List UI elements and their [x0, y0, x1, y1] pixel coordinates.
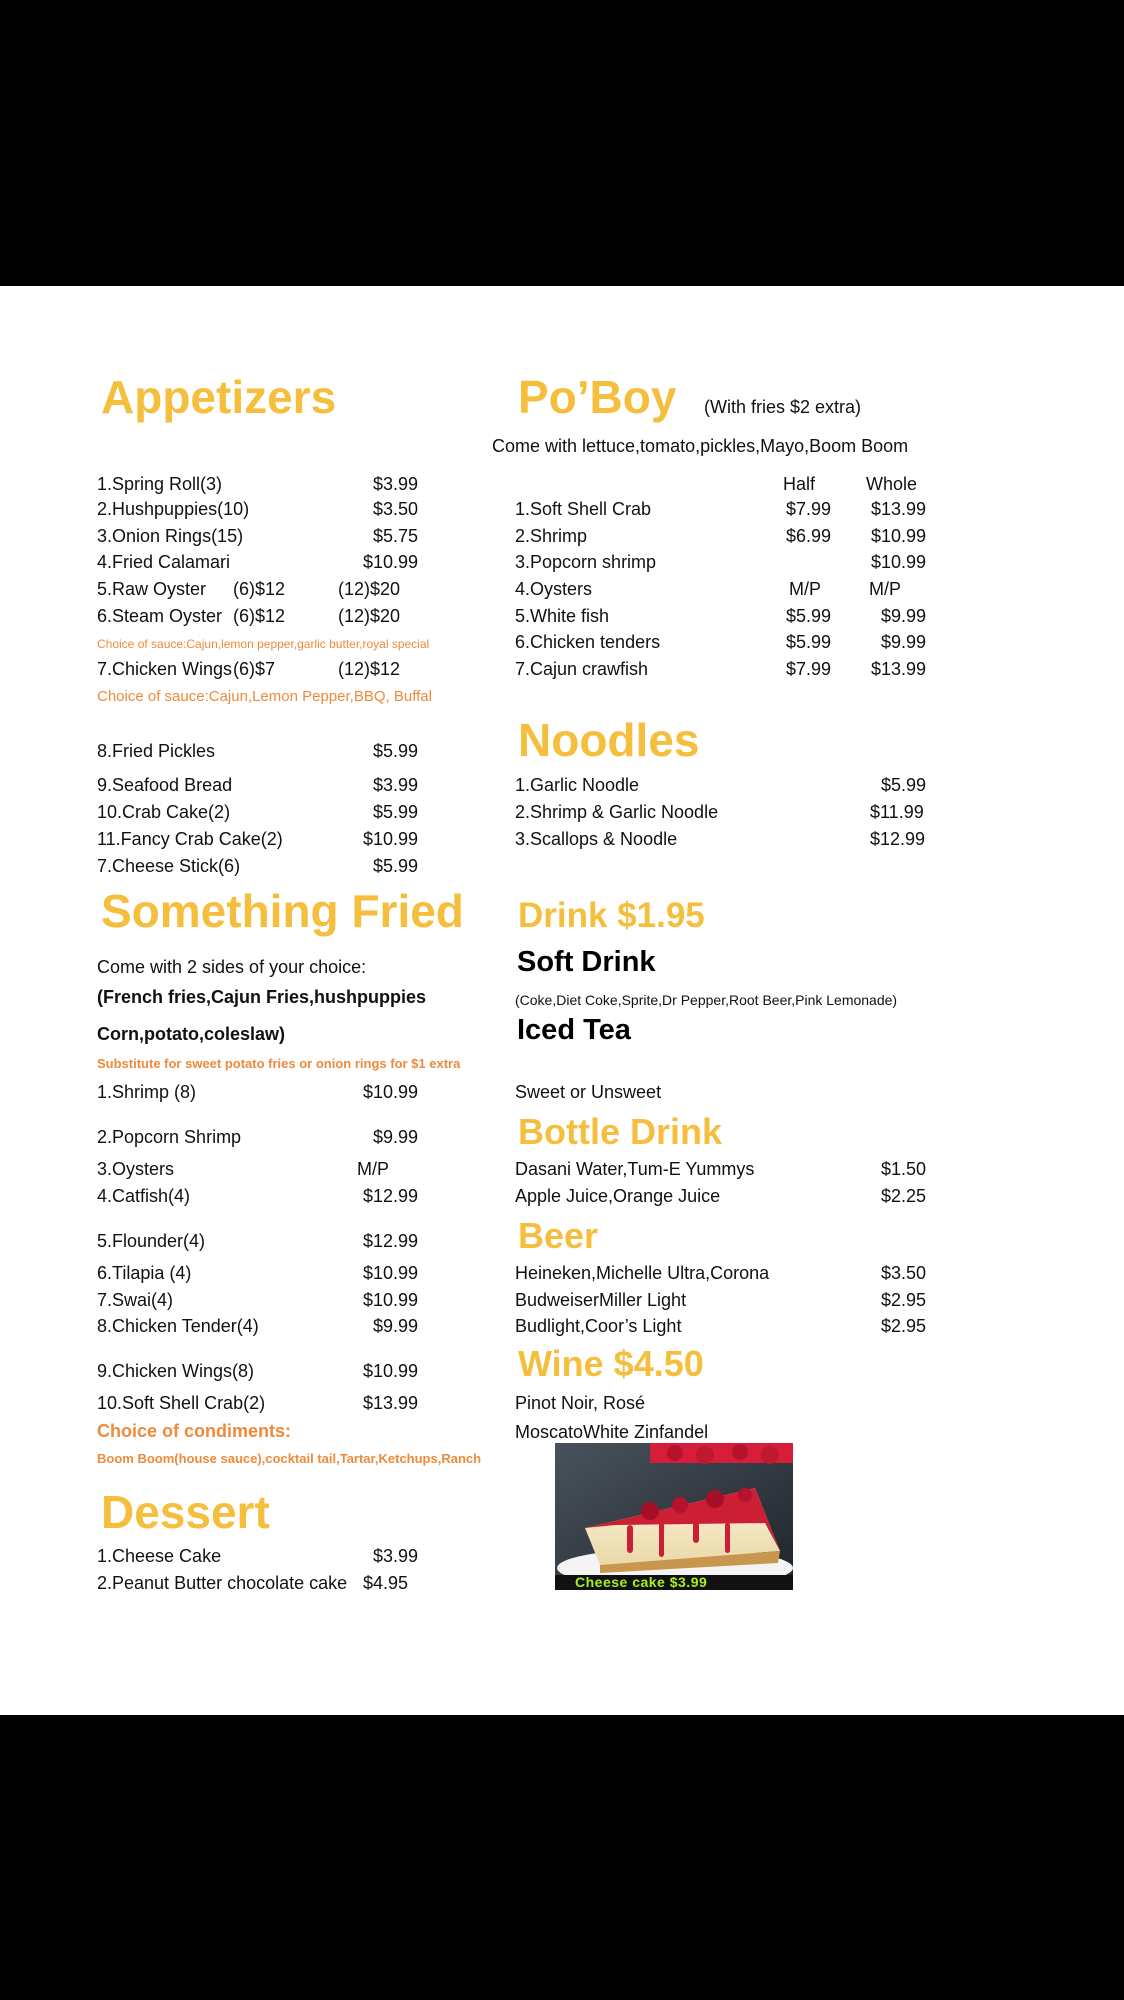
menu-item-name: 3.Scallops & Noodle — [515, 829, 678, 849]
menu-item-name: 5.Flounder(4) — [97, 1231, 206, 1251]
menu-item-price-whole: $10.99 — [871, 526, 927, 546]
menu-item-name: 2.Peanut Butter chocolate cake — [97, 1573, 348, 1593]
menu-item-price: $3.99 — [373, 775, 419, 795]
poboy-col-whole: Whole — [866, 474, 918, 494]
menu-item-price-whole: $9.99 — [881, 632, 927, 652]
menu-item-price: $1.50 — [881, 1159, 927, 1179]
menu-item-price: $10.99 — [363, 1290, 419, 1310]
poboy-heading: Po’Boy — [518, 371, 677, 423]
menu-item-price: $5.75 — [373, 526, 419, 546]
cheesecake-illustration — [555, 1443, 793, 1590]
dessert-heading: Dessert — [101, 1486, 270, 1538]
menu-item-price: $9.99 — [373, 1127, 419, 1147]
menu-item-price: $10.99 — [363, 1082, 419, 1102]
menu-item-price: $3.50 — [881, 1263, 927, 1283]
soft-drink-options: (Coke,Diet Coke,Sprite,Dr Pepper,Root Beer,Pink Lemonade) — [515, 992, 898, 1008]
condiments-list: Boom Boom(house sauce),cocktail tail,Tartar,Ketchups,Ranch — [97, 1451, 482, 1466]
wine-heading: Wine $4.50 — [518, 1343, 704, 1384]
menu-item-price: $3.50 — [373, 499, 419, 519]
wine-list-line2: MoscatoWhite Zinfandel — [515, 1422, 709, 1442]
menu-item-price: $10.99 — [363, 829, 419, 849]
iced-tea-label: Iced Tea — [517, 1014, 631, 1046]
menu-item-price-twelve: (12)$20 — [338, 606, 401, 626]
menu-item-name: Apple Juice,Orange Juice — [515, 1186, 721, 1206]
photo-caption: Cheese cake $3.99 — [575, 1574, 708, 1590]
menu-item-price: $10.99 — [363, 1361, 419, 1381]
menu-item-price: $12.99 — [870, 829, 926, 849]
menu-item-price-half: $7.99 — [786, 659, 832, 679]
menu-item-price-half: $5.99 — [786, 632, 832, 652]
menu-item-name: 4.Oysters — [515, 579, 593, 599]
menu-item-price-half: $5.99 — [786, 606, 832, 626]
menu-item-price-whole: $9.99 — [881, 606, 927, 626]
menu-item-price-half: $7.99 — [786, 499, 832, 519]
menu-item-price-whole: M/P — [869, 579, 902, 599]
menu-item-name: 8.Fried Pickles — [97, 741, 216, 761]
sides-intro: Come with 2 sides of your choice: — [97, 957, 367, 977]
menu-item-price: $4.95 — [363, 1573, 409, 1593]
drink-heading: Drink $1.95 — [518, 896, 705, 935]
menu-item-price-whole: $10.99 — [871, 552, 927, 572]
noodles-heading: Noodles — [518, 714, 700, 766]
menu-item-price-six: (6)$12 — [233, 579, 286, 599]
cheesecake-photo — [555, 1443, 793, 1590]
menu-item-name: 7.Chicken Wings — [97, 659, 233, 679]
menu-item-price-whole: $13.99 — [871, 659, 927, 679]
menu-item-name: 1.Spring Roll(3) — [97, 474, 223, 494]
menu-item-name: 1.Soft Shell Crab — [515, 499, 652, 519]
menu-item-name: 2.Popcorn Shrimp — [97, 1127, 242, 1147]
menu-item-name: 1.Cheese Cake — [97, 1546, 222, 1566]
menu-item-name: 2.Shrimp — [515, 526, 588, 546]
sauce-note: Choice of sauce:Cajun,lemon pepper,garlic butter,royal special — [97, 637, 430, 651]
menu-item-price-twelve: (12)$12 — [338, 659, 401, 679]
menu-item-name: 4.Fried Calamari — [97, 552, 231, 572]
menu-item-name: 11.Fancy Crab Cake(2) — [97, 829, 283, 849]
menu-item-name: 9.Seafood Bread — [97, 775, 233, 795]
menu-item-name: 7.Cheese Stick(6) — [97, 856, 241, 876]
appetizers-heading: Appetizers — [101, 371, 337, 423]
menu-item-price: $3.99 — [373, 474, 419, 494]
menu-item-price: $3.99 — [373, 1546, 419, 1566]
menu-item-name: 6.Tilapia (4) — [97, 1263, 192, 1283]
menu-item-price: $11.99 — [870, 802, 924, 822]
something-fried-heading: Something Fried — [101, 885, 464, 937]
menu-item-name: 5.Raw Oyster — [97, 579, 207, 599]
poboy-col-half: Half — [783, 474, 816, 494]
substitute-note: Substitute for sweet potato fries or onion rings for $1 extra — [97, 1056, 461, 1071]
wings-sauce-note: Choice of sauce:Cajun,Lemon Pepper,BBQ, Buffal — [97, 688, 432, 705]
sides-list-line2: Corn,potato,coleslaw) — [97, 1024, 286, 1044]
menu-item-price: $2.95 — [881, 1316, 927, 1336]
menu-item-price: $2.25 — [881, 1186, 927, 1206]
menu-item-name: 6.Chicken tenders — [515, 632, 661, 652]
menu-item-name: 1.Shrimp (8) — [97, 1082, 197, 1102]
menu-item-name: 2.Shrimp & Garlic Noodle — [515, 802, 719, 822]
menu-item-name: 5.White fish — [515, 606, 610, 626]
menu-item-price: M/P — [357, 1159, 390, 1179]
soft-drink-label: Soft Drink — [517, 946, 656, 978]
wine-list-line1: Pinot Noir, Rosé — [515, 1393, 646, 1413]
menu-item-name: 7.Cajun crawfish — [515, 659, 649, 679]
menu-item-price-six: (6)$12 — [233, 606, 286, 626]
menu-item-price-half: M/P — [789, 579, 822, 599]
menu-item-name: 7.Swai(4) — [97, 1290, 174, 1310]
bottle-drink-heading: Bottle Drink — [518, 1111, 723, 1152]
menu-item-price: $2.95 — [881, 1290, 927, 1310]
menu-item-price: $13.99 — [363, 1393, 419, 1413]
menu-item-price-six: (6)$7 — [233, 659, 276, 679]
menu-item-price: $10.99 — [363, 552, 419, 572]
poboy-comes-with: Come with lettuce,tomato,pickles,Mayo,Boom Boom — [492, 436, 909, 456]
menu-item-name: 10.Crab Cake(2) — [97, 802, 231, 822]
menu-item-name: 10.Soft Shell Crab(2) — [97, 1393, 266, 1413]
menu-item-price-half: $6.99 — [786, 526, 832, 546]
menu-item-name: 6.Steam Oyster — [97, 606, 223, 626]
menu-item-name: 4.Catfish(4) — [97, 1186, 191, 1206]
sides-list-line1: (French fries,Cajun Fries,hushpuppies — [97, 987, 427, 1007]
menu-item-price: $5.99 — [373, 741, 419, 761]
menu-item-price: $12.99 — [363, 1231, 419, 1251]
menu-item-price: $5.99 — [373, 802, 419, 822]
menu-item-name: BudweiserMiller Light — [515, 1290, 687, 1310]
menu-item-name: 3.Oysters — [97, 1159, 175, 1179]
iced-tea-options: Sweet or Unsweet — [515, 1082, 662, 1102]
menu-item-name: 1.Garlic Noodle — [515, 775, 640, 795]
menu-item-price: $12.99 — [363, 1186, 419, 1206]
menu-item-price-whole: $13.99 — [871, 499, 927, 519]
menu-item-name: 8.Chicken Tender(4) — [97, 1316, 259, 1336]
menu-item-price: $5.99 — [373, 856, 419, 876]
menu-item-price: $10.99 — [363, 1263, 419, 1283]
menu-item-name: Budlight,Coor’s Light — [515, 1316, 682, 1336]
menu-item-name: 3.Popcorn shrimp — [515, 552, 657, 572]
menu-item-price: $5.99 — [881, 775, 927, 795]
condiments-title: Choice of condiments: — [97, 1421, 292, 1441]
menu-item-price-twelve: (12)$20 — [338, 579, 401, 599]
menu-item-name: Dasani Water,Tum-E Yummys — [515, 1159, 755, 1179]
menu-item-name: Heineken,Michelle Ultra,Corona — [515, 1263, 770, 1283]
menu-item-price: $9.99 — [373, 1316, 419, 1336]
beer-heading: Beer — [518, 1215, 599, 1256]
menu-item-name: 2.Hushpuppies(10) — [97, 499, 250, 519]
menu-item-name: 9.Chicken Wings(8) — [97, 1361, 255, 1381]
menu-item-name: 3.Onion Rings(15) — [97, 526, 244, 546]
poboy-fries-note: (With fries $2 extra) — [704, 397, 862, 417]
